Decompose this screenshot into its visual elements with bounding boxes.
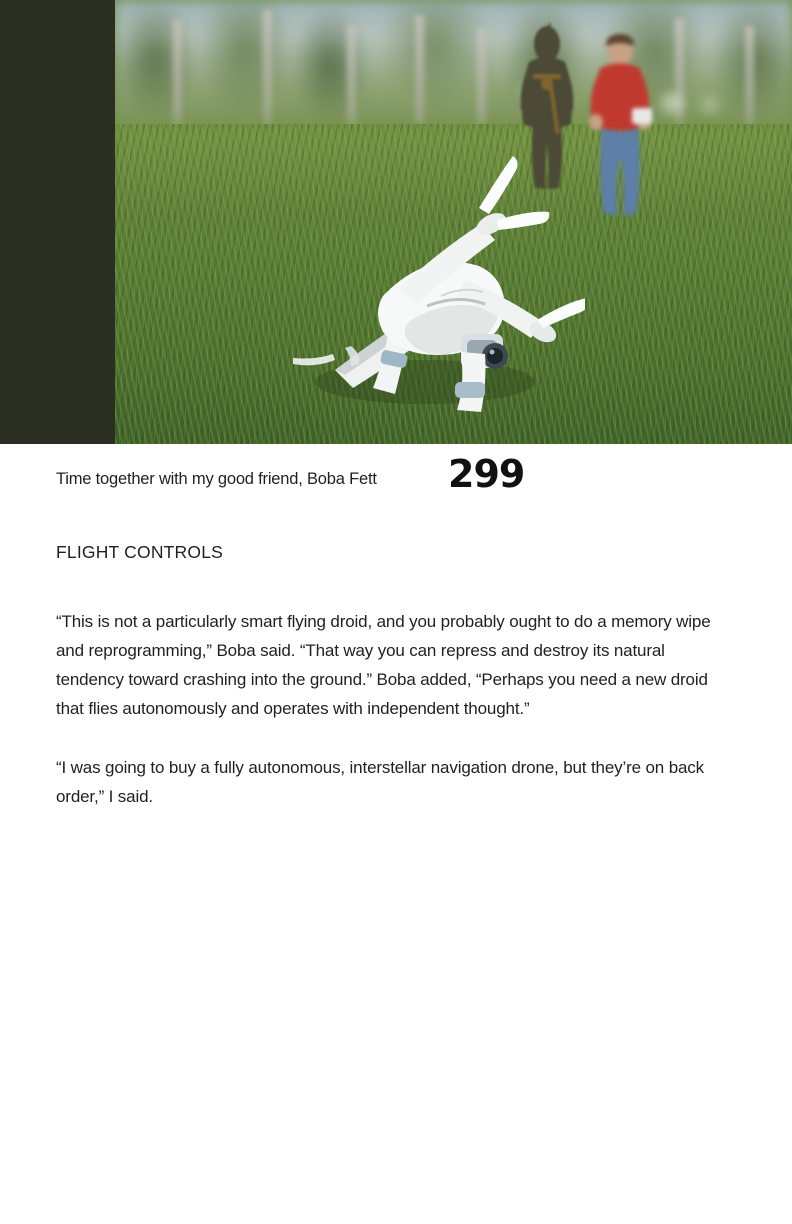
body-paragraph-1: “This is not a particularly smart flying droid, and you probably ought to do a memory wipe and reprogramming,” Boba said. “That way you can repress and destroy its natural tendency toward crashing into the ground.” Boba added, “Perhaps you need a new droid that flies autonomously and operates with independent thought.” <box>56 612 711 718</box>
hero-image-block <box>0 0 792 444</box>
photo-figure-red <box>580 30 660 220</box>
photo-bokeh-light <box>661 92 683 114</box>
page-number: 299 <box>448 452 525 496</box>
caption-row <box>0 444 792 528</box>
section-title: FLIGHT CONTROLS <box>56 542 224 562</box>
photo-drone <box>265 120 585 420</box>
photo-bokeh-light <box>701 96 719 114</box>
page-edge-sidebar <box>0 0 115 444</box>
body-paragraph-2: “I was going to buy a fully autonomous, interstellar navigation drone, but they’re on back order,” I said. <box>56 758 704 806</box>
photo-drone-crash <box>115 0 792 444</box>
page-content <box>0 444 792 806</box>
photo-caption: Time together with my good friend, Boba Fett <box>56 470 377 488</box>
